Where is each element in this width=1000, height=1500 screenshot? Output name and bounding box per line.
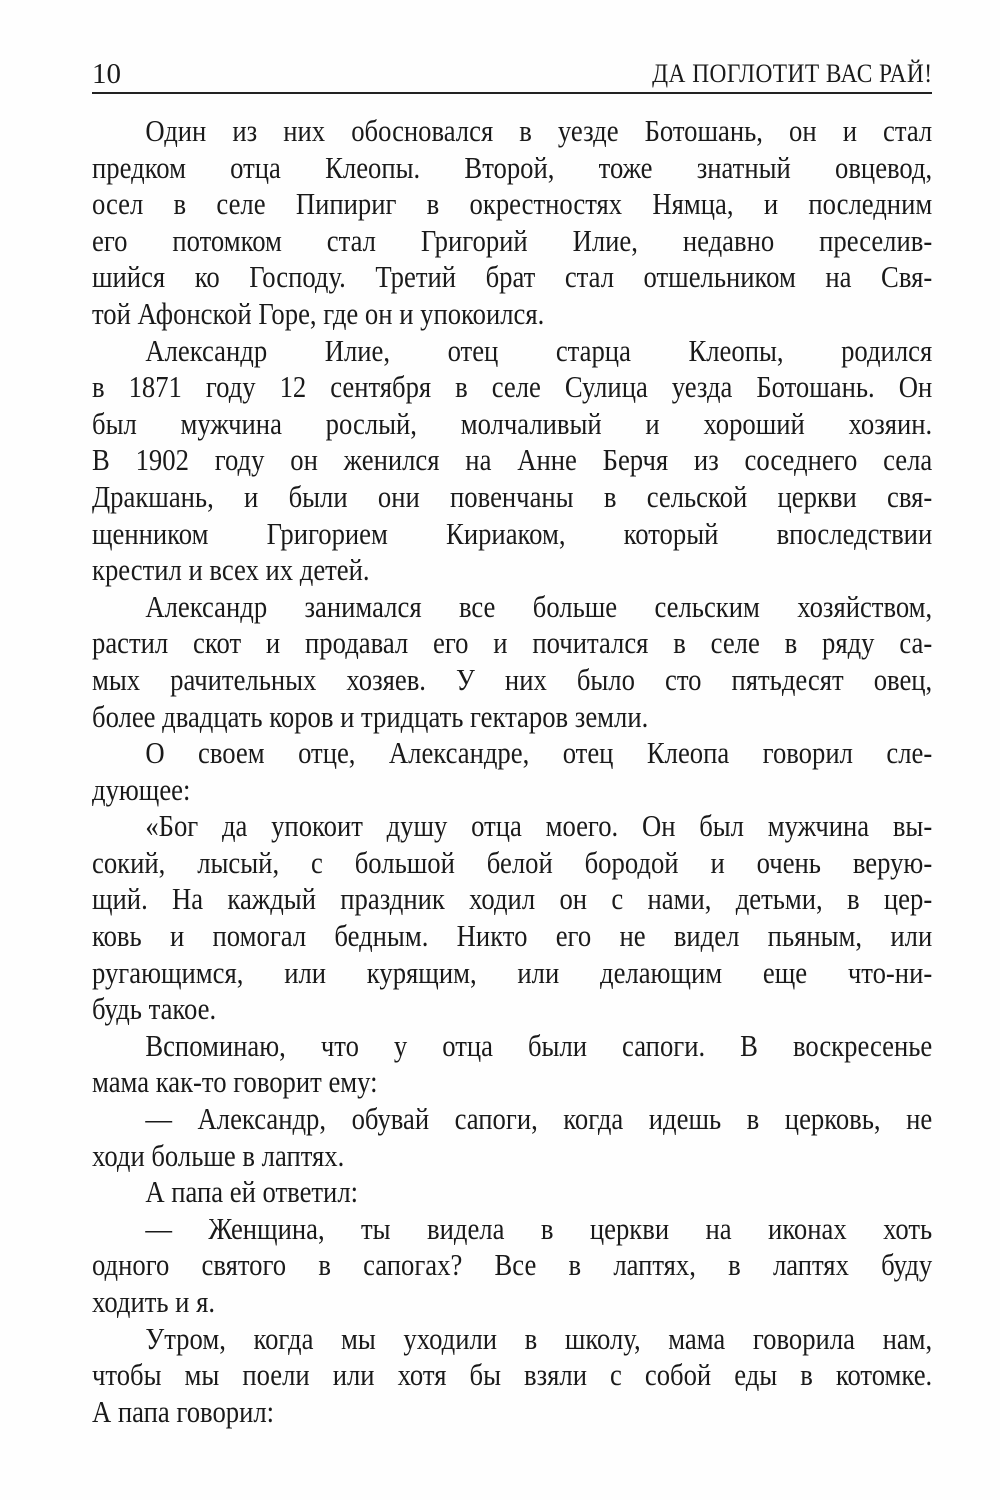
text-line: осел в селе Пипириг в окрестностях Нямца, и последним: [92, 186, 933, 222]
text-line: Утром, когда мы уходили в школу, мама говорила нам,: [145, 1320, 933, 1356]
text-line: А папа ей ответил:: [145, 1174, 359, 1210]
text-line: «Бог да упокоит душу отца моего. Он был мужчина вы-: [145, 808, 933, 844]
text-line: щенником Григорием Кириаком, который впоследствии: [92, 515, 933, 551]
text-line: Дракшань, и были они повенчаны в сельской церкви свя-: [92, 478, 933, 514]
text-line: будь такое.: [92, 991, 217, 1027]
book-title: ДА ПОГЛОТИТ ВАС РАЙ!: [651, 59, 932, 88]
text-line: чтобы мы поели или хотя бы взяли с собой еды в котомке.: [92, 1357, 933, 1393]
text-line: мама как-то говорит ему:: [92, 1064, 378, 1100]
text-line: той Афонской Горе, где он и упокоился.: [92, 295, 545, 331]
text-line: мых рачительных хозяев. У них было сто пятьдесят овец,: [92, 661, 933, 697]
text-line: ругающимся, или курящим, или делающим еще что-ни-: [92, 954, 933, 990]
text-line: ходи больше в лаптях.: [92, 1137, 345, 1173]
text-line: О своем отце, Александре, отец Клеопа говорил сле-: [145, 735, 933, 771]
text-line: — Александр, обувай сапоги, когда идешь в церковь, не: [145, 1101, 933, 1137]
text-line: крестил и всех их детей.: [92, 552, 370, 588]
text-line: сокий, лысый, с большой белой бородой и очень верую-: [92, 844, 933, 880]
text-line: Александр Илие, отец старца Клеопы, родился: [145, 332, 933, 368]
text-line: А папа говорил:: [92, 1393, 275, 1429]
text-line: щий. На каждый праздник ходил он с нами, детьми, в цер-: [92, 881, 933, 917]
text-line: в 1871 году 12 сентября в селе Сулица уезда Ботошань. Он: [92, 369, 933, 405]
text-line: Один из них обосновался в уезде Ботошань, он и стал: [145, 113, 933, 148]
text-line: растил скот и продавал его и почитался в селе в ряду са-: [92, 625, 933, 661]
text-line: был мужчина рослый, молчаливый и хороший хозяин.: [92, 405, 933, 441]
text-line: шийся ко Господу. Третий брат стал отшельником на Свя-: [92, 259, 933, 295]
text-line: Александр занимался все больше сельским хозяйством,: [145, 588, 933, 624]
text-line: дующее:: [92, 771, 191, 807]
text-line: предком отца Клеопы. Второй, тоже знатный овцевод,: [92, 149, 933, 185]
body-text: [92, 113, 932, 1430]
text-line: более двадцать коров и тридцать гектаров земли.: [92, 698, 649, 734]
text-line: Вспоминаю, что у отца были сапоги. В воскресенье: [145, 1027, 933, 1063]
text-line: ковь и помогал бедным. Никто его не видел пьяным, или: [92, 918, 933, 954]
text-line: — Женщина, ты видела в церкви на иконах хоть: [145, 1210, 933, 1246]
text-line: одного святого в сапогах? Все в лаптях, в лаптях буду: [92, 1247, 933, 1283]
running-header: [92, 52, 932, 92]
header-rule: [92, 92, 932, 94]
text-line: ходить и я.: [92, 1284, 216, 1319]
text-line: В 1902 году он женился на Анне Берчя из соседнего села: [92, 442, 933, 478]
text-line: его потомком стал Григорий Илие, недавно преселив-: [92, 222, 933, 258]
page-number: 10: [92, 58, 121, 90]
